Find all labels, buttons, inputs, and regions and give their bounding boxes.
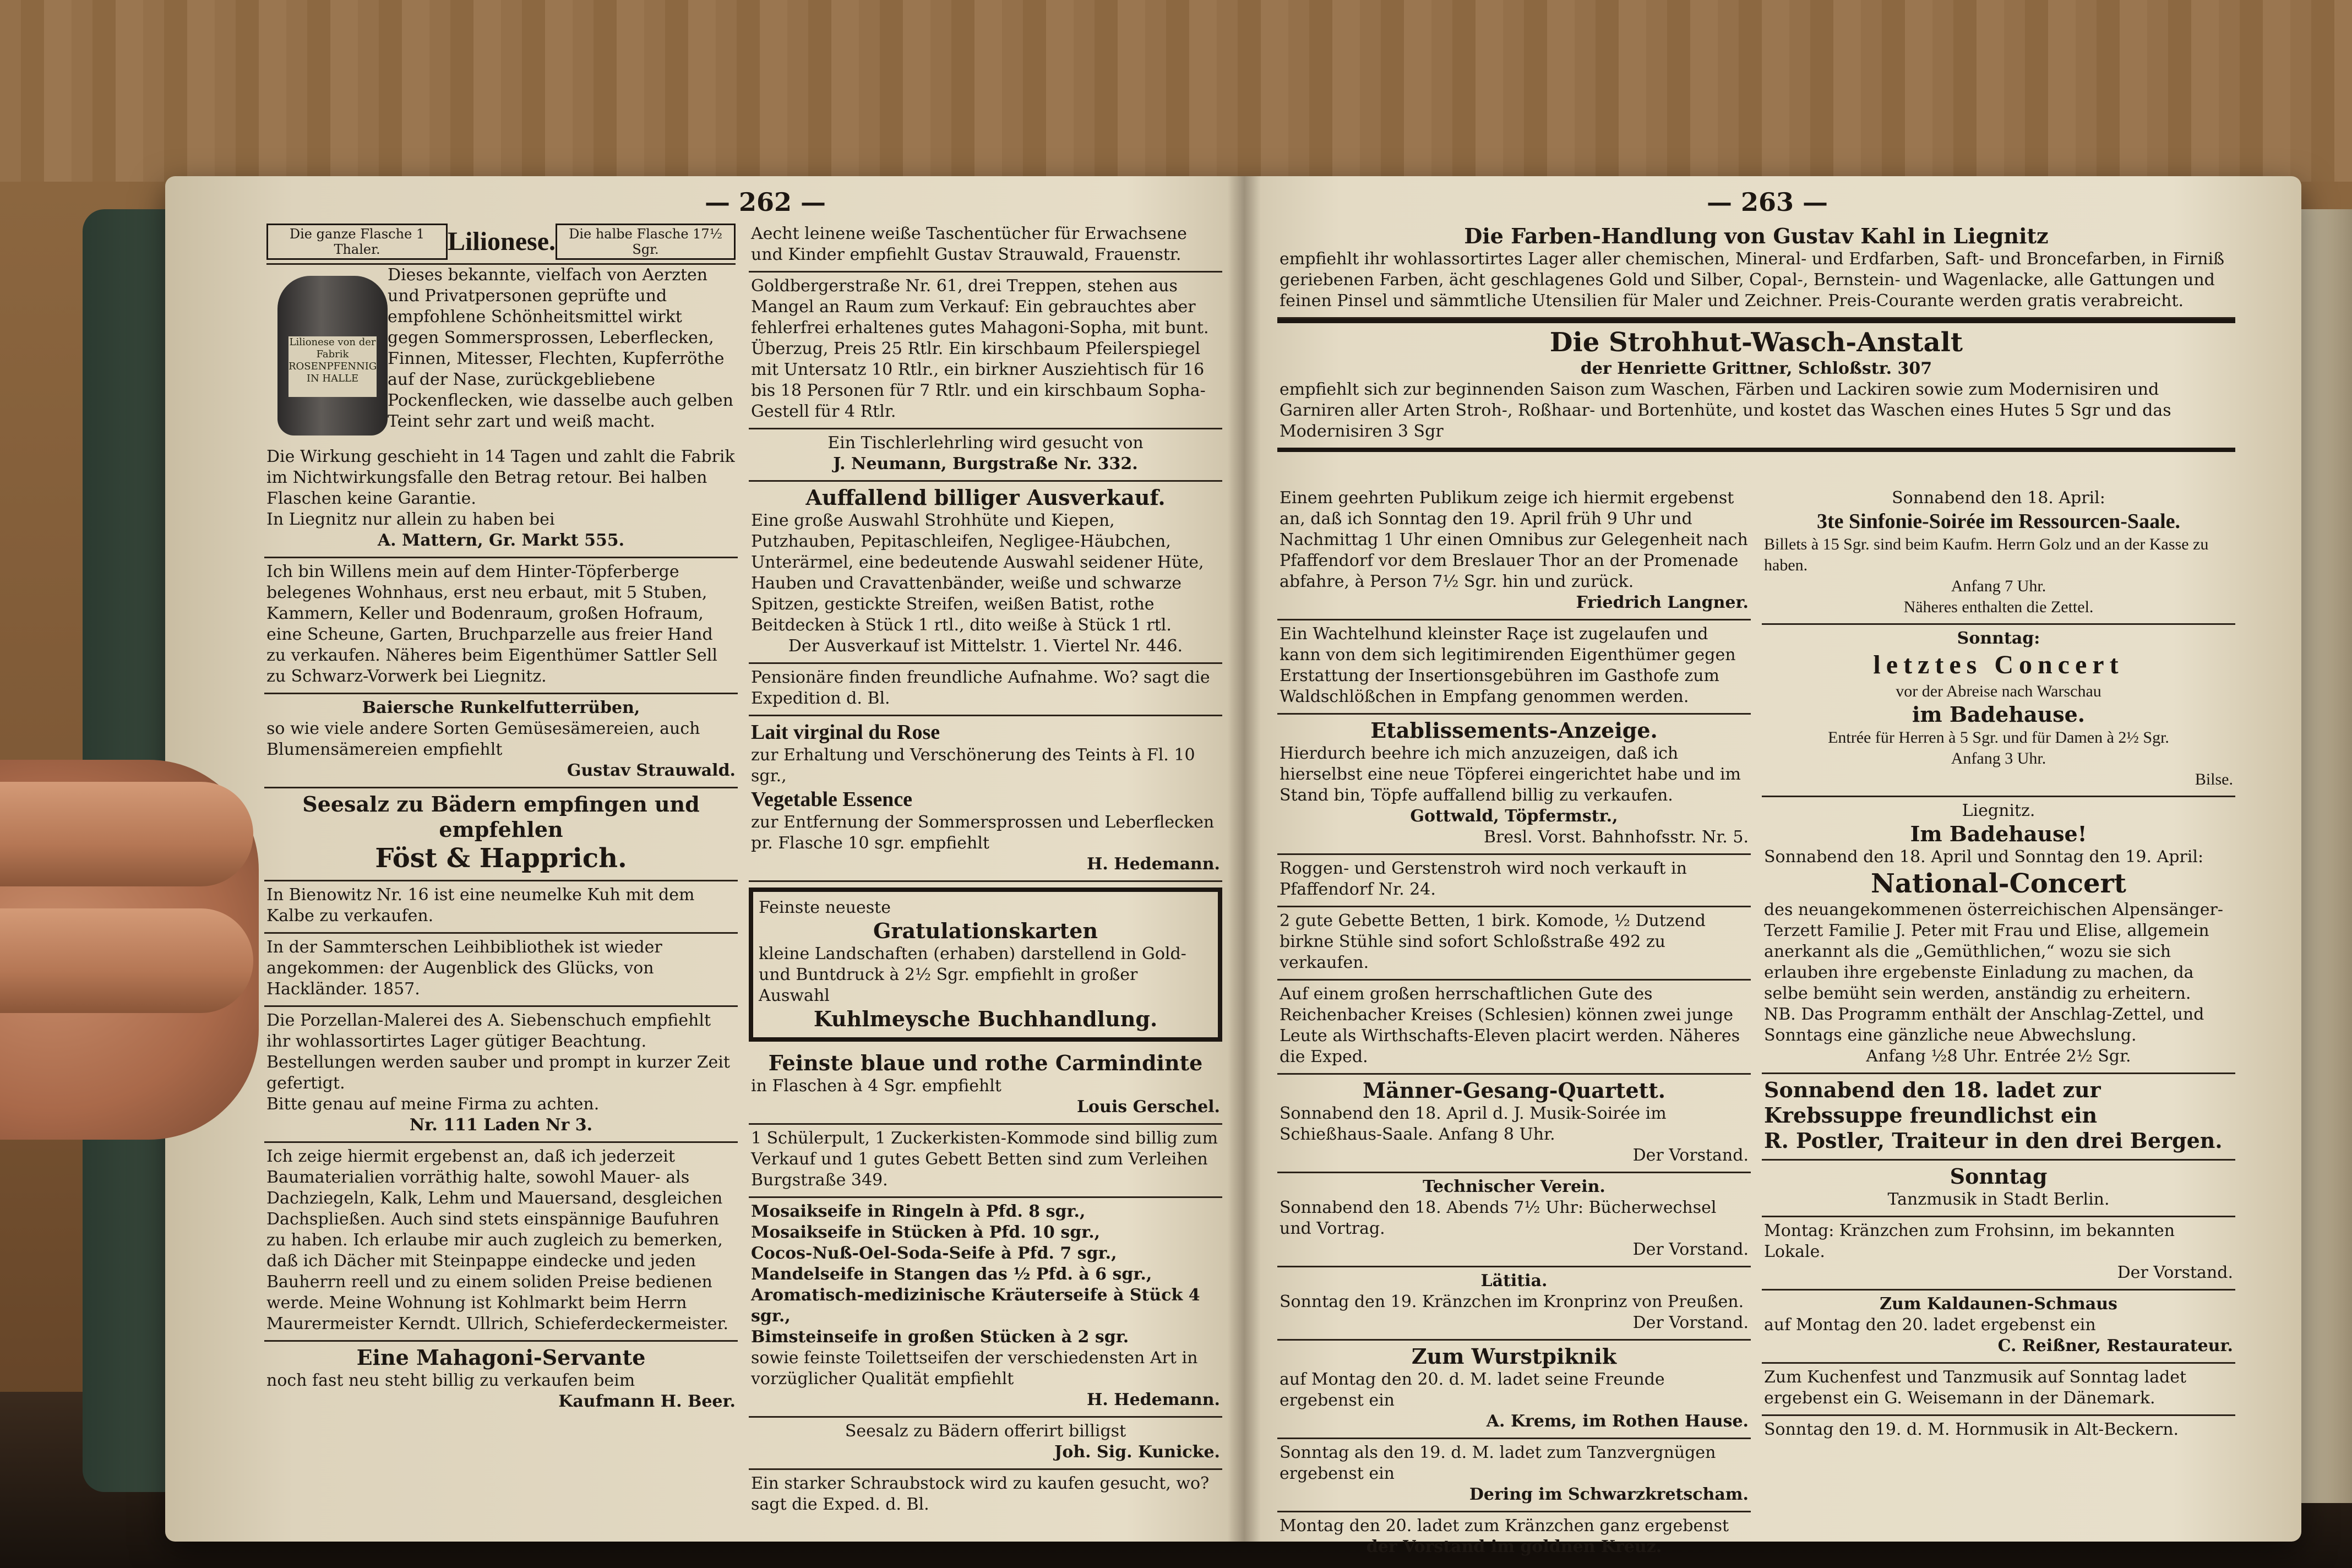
lait-title: Lait virginal du Rose xyxy=(751,721,940,744)
ad-porzellan xyxy=(264,1007,738,1143)
national-city: Liegnitz. xyxy=(1962,801,2035,820)
lait-text-2: zur Entfernung der Sommersprossen und Leberflecken pr. Flasche 10 sgr. empfiehlt xyxy=(751,813,1215,853)
strohhut-title: Die Strohhut-Wasch-Anstalt xyxy=(1549,327,1963,358)
ad-wurstpiknik xyxy=(1277,1341,1751,1439)
maenner-sign: Der Vorstand. xyxy=(1632,1146,1749,1165)
maenner-title: Männer-Gesang-Quartett. xyxy=(1363,1078,1665,1103)
ad-schraubstock xyxy=(749,1470,1222,1521)
lait-title-2: Vegetable Essence xyxy=(751,788,913,811)
ad-gut xyxy=(1277,981,1751,1075)
technischer-title: Technischer Verein. xyxy=(1423,1177,1605,1196)
farben-text: empfiehlt ihr wohlassortirtes Lager aller chemischen, Mineral- und Erdfarben, Saft- und Broncefarben, in Firniß geriebenen Farben, ächt geschlagenes Gold und Silber, Copal-, Bernstein- und Wagenlacke, alle Gattungen und feinen Pinsel und sämmtliche Utensilien für Maler und Zeichner. Preis-Courante werden gratis verabreicht. xyxy=(1280,249,2225,311)
national-text: des neuangekommenen österreichischen Alpensänger-Terzett Familie J. Peter mit Frau und Elise, allgemein anerkannt als die „Gemüthlichen,“ wozu sie sich erlauben ihre ergebenste Einladung zu machen, da selbe bemüht sein werden, anständig zu erheitern. xyxy=(1764,900,2223,1003)
tinte-title: Feinste blaue und rothe Carmindinte xyxy=(768,1050,1203,1075)
ad-kuchenfest xyxy=(1762,1364,2235,1416)
kaldaunen-title: Zum Kaldaunen-Schmaus xyxy=(1880,1294,2117,1314)
ad-national-concert xyxy=(1762,797,2235,1074)
technischer-text: Sonnabend den 18. Abends 7½ Uhr: Bücherwechsel und Vortrag. xyxy=(1280,1198,1717,1238)
national-time: Anfang ½8 Uhr. Entrée 2½ Sgr. xyxy=(1866,1047,2131,1066)
ad-kaldaunen xyxy=(1762,1291,2235,1364)
seifen-name: H. Hedemann. xyxy=(1087,1390,1220,1409)
lilionese-title: Lilionese. xyxy=(448,227,556,256)
seife-item: Mosaikseife in Stücken à Pfd. 10 sgr., xyxy=(751,1223,1101,1242)
sinfonie-text: Billets à 15 Sgr. sind beim Kaufm. Herrn Golz und an der Kasse zu haben. xyxy=(1764,535,2209,574)
servante-text: noch fast neu steht billig zu verkaufen beim xyxy=(266,1371,635,1390)
ad-tanz xyxy=(1277,1439,1751,1512)
ad-seesalz xyxy=(264,788,738,881)
national-nb: NB. Das Programm enthält der Anschlag-Zettel, und Sonntags eine gänzliche neue Abwechslung. xyxy=(1764,1005,2204,1045)
etablissement-text: Hierdurch beehre ich mich anzuzeigen, daß ich hierselbst eine neue Töpferei eingerichtet habe und im Stand bin, Töpfe auffallend billig zu verkaufen. xyxy=(1280,744,1741,805)
ad-laetitia xyxy=(1277,1267,1751,1341)
seife-item: Mandelseife in Stangen das ½ Pfd. à 6 sgr., xyxy=(751,1265,1152,1284)
servante-name: Kaufmann H. Beer. xyxy=(558,1392,736,1411)
seesalz-text: Seesalz zu Bädern empfingen und empfehlen xyxy=(302,792,700,842)
concert-day: Sonntag: xyxy=(1957,629,2040,648)
finger-1 xyxy=(0,782,253,886)
laetitia-sign: Der Vorstand. xyxy=(1632,1313,1749,1332)
sinfonie-time: Anfang 7 Uhr. xyxy=(1951,577,2046,595)
ad-schuelerpult xyxy=(749,1125,1222,1198)
sinfonie-title: 3te Sinfonie-Soirée im Ressourcen-Saale. xyxy=(1817,510,2180,533)
left-page-column-1 xyxy=(264,220,738,1418)
wurstpiknik-title: Zum Wurstpiknik xyxy=(1411,1344,1617,1369)
page-number-left: — 262 — xyxy=(705,187,826,217)
ad-baumaterialien xyxy=(264,1143,738,1342)
etablissement-title: Etablissements-Anzeige. xyxy=(1370,718,1658,743)
ad-pension xyxy=(749,664,1222,716)
ad-betten-text: 2 gute Gebette Betten, 1 birk. Komode, ½ Dutzend birkne Stühle sind sofort Schloßstraße 492 zu verkaufen. xyxy=(1280,911,1706,972)
ad-krebssuppe xyxy=(1762,1074,2235,1161)
lait-text: zur Erhaltung und Verschönerung des Teints à Fl. 10 sgr., xyxy=(751,745,1195,786)
omnibus-text: Einem geehrten Publikum zeige ich hiermit ergebenst an, daß ich Sonntag den 19. April früh 9 Uhr und Nachmittag 1 Uhr einen Omnibus zur Gelegenheit nach Pfaffendorf vor dem Breslauer Thor an der Promenade abfahre, à Person 7½ Sgr. hin und zurück. xyxy=(1280,488,1748,591)
sinfonie-more: Näheres enthalten die Zettel. xyxy=(1903,598,2094,616)
seife-item: Mosaikseife in Ringeln à Pfd. 8 sgr., xyxy=(751,1202,1086,1221)
right-page-column-2 xyxy=(1762,484,2235,1446)
gratulation-line1: Feinste neueste xyxy=(759,898,891,917)
wooden-desk xyxy=(0,0,2352,182)
concert-time: Anfang 3 Uhr. xyxy=(1951,749,2046,767)
right-page-header xyxy=(1277,220,2235,452)
ad-seesalz-2 xyxy=(749,1418,1222,1470)
ad-leihbibliothek xyxy=(264,934,738,1007)
laetitia-title: Lätitia. xyxy=(1480,1271,1548,1291)
ad-kraenzchen xyxy=(1277,1512,1751,1563)
ausverkauf-text: Eine große Auswahl Strohhüte und Kiepen, Putzhauben, Pepitaschleifen, Negligee-Häubchen, Unterärmel, eine bedeutende Auswahl seidener Hüte, Hauben und Cravattenbänder, weiße und schwarze Spitzen, gestickte Streifen, weißen Batist, rothe Beitdecken à Stück 1 rtl., dito weiße à Stück 1 rtl. xyxy=(751,511,1204,635)
runkel-name: Gustav Strauwald. xyxy=(567,761,736,780)
ad-maenner xyxy=(1277,1075,1751,1173)
ad-servante xyxy=(264,1342,738,1418)
bottle-icon xyxy=(277,276,388,435)
laetitia-text: Sonntag den 19. Kränzchen im Kronprinz von Preußen. xyxy=(1280,1292,1744,1311)
ad-kuh xyxy=(264,881,738,934)
tischler-name: J. Neumann, Burgstraße Nr. 332. xyxy=(833,454,1138,473)
kaldaunen-name: C. Reißner, Restaurateur. xyxy=(1997,1336,2233,1355)
seifen-text: sowie feinste Toilettseifen der verschiedensten Art in vorzüglicher Qualität empfiehlt xyxy=(751,1348,1198,1389)
ad-house-text: Ich bin Willens mein auf dem Hinter-Töpferberge belegenes Wohnhaus, erst neu erbaut, mit 5 Stuben, Kammern, Keller und Bodenraum, großen Hofraum, eine Scheune, Garten, Bruchparzelle aus freier Hand zu verkaufen. Näheres beim Eigenthümer Sattler Sell zu Schwarz-Vorwerk bei Liegnitz. xyxy=(266,562,717,686)
left-page xyxy=(253,176,1233,1542)
ad-frohsinn xyxy=(1762,1217,2235,1291)
ad-kuh-text: In Bienowitz Nr. 16 ist eine neumelke Kuh mit dem Kalbe zu verkaufen. xyxy=(266,885,695,925)
ad-sopha xyxy=(749,273,1222,429)
ad-house xyxy=(264,558,738,694)
sinfonie-date: Sonnabend den 18. April: xyxy=(1892,488,2105,508)
concert-text: vor der Abreise nach Warschau xyxy=(1896,682,2101,700)
kaldaunen-text: auf Montag den 20. ladet ergebenst ein xyxy=(1764,1315,2096,1335)
national-date: Sonnabend den 18. April und Sonntag den 19. April: xyxy=(1764,847,2204,867)
frohsinn-text: Montag: Kränzchen zum Frohsinn, im bekannten Lokale. xyxy=(1764,1221,2175,1261)
lait-name: H. Hedemann. xyxy=(1087,854,1220,874)
bottle-illustration xyxy=(266,265,388,447)
wurstpiknik-text: auf Montag den 20. d. M. ladet seine Freunde ergebenst ein xyxy=(1280,1370,1665,1410)
porzellan-text-2: Bitte genau auf meine Firma zu achten. xyxy=(266,1095,600,1114)
ad-sopha-text: Goldbergerstraße Nr. 61, drei Treppen, stehen aus Mangel an Raum zum Verkauf: Ein gebrauchtes aber fehlerfrei erhaltenes gutes Mahagoni-Sopha, mit bunt. Überzug, Preis 25 Rtlr. Ein kirschbaum Pfeilerspiegel mit Untersatz 10 Rtlr., ein birkner Ausziehtisch für 16 bis 18 Personen für 7 Rtlr. und ein kirschbaum Sopha-Gestell für 4 Rtlr. xyxy=(751,276,1209,421)
sonntag-text: Tanzmusik in Stadt Berlin. xyxy=(1887,1190,2110,1209)
kraenzchen-text: Montag den 20. ladet zum Kränzchen ganz ergebenst xyxy=(1280,1516,1729,1536)
tanz-text: Sonntag als den 19. d. M. ladet zum Tanzvergnügen ergebenst ein xyxy=(1280,1443,1716,1483)
omnibus-name: Friedrich Langner. xyxy=(1576,593,1749,612)
strohhut-owner: der Henriette Grittner, Schloßstr. 307 xyxy=(1580,359,1932,378)
ad-taschentuecher xyxy=(749,220,1222,273)
ad-hornmusik-text: Sonntag den 19. d. M. Hornmusik in Alt-Beckern. xyxy=(1764,1420,2179,1439)
etablissement-address: Bresl. Vorst. Bahnhofsstr. Nr. 5. xyxy=(1483,827,1749,847)
porzellan-text: Die Porzellan-Malerei des A. Siebenschuch empfiehlt ihr wohlassortirtes Lager gütiger Beachtung. Bestellungen werden sauber und prompt in kurzer Zeit gefertigt. xyxy=(266,1011,730,1093)
right-page-column-1 xyxy=(1277,484,1751,1563)
krebssuppe-name: R. Postler, Traiteur in den drei Bergen. xyxy=(1764,1128,2223,1153)
national-place: Im Badehause! xyxy=(1910,821,2087,846)
seesalz-name: Föst & Happrich. xyxy=(375,843,627,874)
farben-title: Die Farben-Handlung von Gustav Kahl in Liegnitz xyxy=(1464,224,2049,248)
ad-hornmusik xyxy=(1762,1416,2235,1446)
left-page-column-2 xyxy=(749,220,1222,1521)
seife-item: Aromatisch-medizinische Kräuterseife à Stück 4 sgr., xyxy=(751,1286,1200,1326)
porzellan-address: Nr. 111 Laden Nr 3. xyxy=(409,1115,593,1135)
ad-leihbibliothek-text: In der Sammterschen Leihbibliothek ist wieder angekommen: der Augenblick des Glücks, von Hackländer. 1857. xyxy=(266,938,662,999)
right-page xyxy=(1266,176,2246,1556)
ad-roggen xyxy=(1277,855,1751,907)
strohhut-text: empfiehlt sich zur beginnenden Saison zum Waschen, Färben und Lackiren sowie zum Modernisiren und Garniren aller Arten Stroh-, Roßhaar- und Bortenhüte, und kostet das Waschen eines Hutes 5 Sgr und das Modernisiren 3 Sgr xyxy=(1280,380,2171,441)
ad-sonntag-tanzmusik xyxy=(1762,1161,2235,1217)
ad-gratulation xyxy=(749,888,1222,1042)
concert-price: Entrée für Herren à 5 Sgr. und für Damen à 2½ Sgr. xyxy=(1828,728,2169,747)
ad-sinfonie xyxy=(1762,484,2235,625)
national-title: National-Concert xyxy=(1871,868,2126,899)
ad-wachtelhund-text: Ein Wachtelhund kleinster Raçe ist zugelaufen und kann von dem sich legitimirenden Eigenthümer gegen Erstattung der Insertionsgebühren im Gasthofe zum Waldschlößchen in Empfang genommen werden. xyxy=(1280,624,1736,706)
ad-runkel xyxy=(264,694,738,788)
servante-title: Eine Mahagoni-Servante xyxy=(356,1345,646,1370)
concert-title: letztes Concert xyxy=(1873,650,2124,679)
ad-wachtelhund xyxy=(1277,620,1751,715)
ad-gut-text: Auf einem großen herrschaftlichen Gute des Reichenbacher Kreises (Schlesien) können zwei junge Leute als Wirthschafts-Eleven placirt werden. Näheres die Exped. xyxy=(1280,984,1740,1066)
ad-pension-text: Pensionäre finden freundliche Aufnahme. Wo? sagt die Expedition d. Bl. xyxy=(751,668,1210,708)
lilionese-text-2: Die Wirkung geschieht in 14 Tagen und zahlt die Fabrik im Nichtwirkungsfalle den Betrag retour. Bei halben Flaschen keine Garantie. xyxy=(266,447,735,508)
ausverkauf-title: Auffallend billiger Ausverkauf. xyxy=(805,485,1166,510)
seife-item: Bimsteinseife in großen Stücken à 2 sgr. xyxy=(751,1327,1129,1347)
krebssuppe-text: Sonnabend den 18. ladet zur Krebssuppe freundlichst ein xyxy=(1764,1077,2101,1128)
sonntag-title: Sonntag xyxy=(1950,1164,2048,1189)
ad-lilionese xyxy=(264,220,738,558)
ad-lait xyxy=(749,716,1222,882)
ad-baumaterialien-text: Ich zeige hiermit ergebenst an, daß ich jederzeit Baumaterialien vorräthig halte, sowohl Mauer- als Dachziegeln, Kalk, Lehm und Mauersand, desgleichen Dachspließen. Auch sind stets einspännige Baufuhren zu haben. Ich erlaube mir auch zugleich zu bemerken, daß ich Dächer mit Steinpappe eindecke und jeden Bauherrn reell und zu einem soliden Preise bedienen werde. Meine Wohnung ist Kohlmarkt beim Herrn Maurermeister Kerndt. Ullrich, Schieferdeckermeister. xyxy=(266,1147,729,1333)
tinte-text: in Flaschen à 4 Sgr. empfiehlt xyxy=(751,1076,1001,1096)
ad-omnibus xyxy=(1277,484,1751,620)
wurstpiknik-name: A. Krems, im Rothen Hause. xyxy=(1486,1412,1749,1431)
ad-schraubstock-text: Ein starker Schraubstock wird zu kaufen gesucht, wo? sagt die Exped. d. Bl. xyxy=(751,1474,1210,1514)
ad-tinte xyxy=(749,1047,1222,1125)
etablissement-name: Gottwald, Töpfermstr., xyxy=(1410,807,1618,826)
ausverkauf-address: Der Ausverkauf ist Mittelstr. 1. Viertel Nr. 446. xyxy=(788,636,1183,656)
ad-etablissement xyxy=(1277,715,1751,855)
concert-name: Bilse. xyxy=(2195,770,2233,788)
ad-betten xyxy=(1277,907,1751,981)
lilionese-text: Dieses bekannte, vielfach von Aerzten und Privatpersonen geprüfte und empfohlene Schönheitsmittel wirkt gegen Sommersprossen, Leberflecken, Finnen, Mitesser, Flechten, Kupferröthe auf der Nase, zurückgebliebene Pockenflecken, wie dasselbe auch gelben Teint sehr zart und weiß macht. xyxy=(388,265,733,431)
finger-2 xyxy=(0,908,253,1013)
ad-farbenhandlung xyxy=(1277,220,2235,319)
ad-concert xyxy=(1762,625,2235,797)
price-tag-full: Die ganze Flasche 1 Thaler. xyxy=(266,224,448,260)
lilionese-seller: In Liegnitz nur allein zu haben bei xyxy=(266,510,555,529)
ad-strohhut xyxy=(1277,319,2235,452)
ad-taschentuecher-text: Aecht leinene weiße Taschentücher für Erwachsene und Kinder empfiehlt Gustav Strauwald, Frauenstr. xyxy=(751,224,1187,264)
kraenzchen-name: der Vorstand im goldnen Kreuz. xyxy=(1366,1537,1662,1556)
frohsinn-sign: Der Vorstand. xyxy=(2117,1263,2233,1282)
gratulation-text: kleine Landschaften (erhaben) darstellend in Gold- und Buntdruck à 2½ Sgr. empfiehlt in großer Auswahl xyxy=(759,944,1186,1005)
seesalz2-name: Joh. Sig. Kunicke. xyxy=(1054,1442,1220,1462)
lilionese-seller-name: A. Mattern, Gr. Markt 555. xyxy=(377,531,625,550)
lilionese-header xyxy=(266,224,736,265)
concert-place: im Badehause. xyxy=(1912,702,2086,727)
ad-tischler xyxy=(749,429,1222,482)
gratulation-title: Gratulationskarten xyxy=(873,918,1098,943)
technischer-sign: Der Vorstand. xyxy=(1632,1240,1749,1259)
lilionese-body xyxy=(266,265,736,447)
page-number-right: — 263 — xyxy=(1707,187,1828,217)
bottle-label: Lilionese von der Fabrik ROSENPFENNIG IN HALLE xyxy=(288,336,377,397)
ad-kuchenfest-text: Zum Kuchenfest und Tanzmusik auf Sonntag ladet ergebenst ein G. Weisemann in der Dänemark. xyxy=(1764,1368,2187,1408)
runkel-text: so wie viele andere Sorten Gemüsesämereien, auch Blumensämereien empfiehlt xyxy=(266,719,700,759)
runkel-title: Baiersche Runkelfutterrüben, xyxy=(362,698,640,717)
ad-ausverkauf xyxy=(749,482,1222,664)
ad-seifen xyxy=(749,1198,1222,1418)
maenner-text: Sonnabend den 18. April d. J. Musik-Soirée im Schießhaus-Saale. Anfang 8 Uhr. xyxy=(1280,1104,1667,1144)
tinte-name: Louis Gerschel. xyxy=(1076,1097,1220,1117)
ad-schuelerpult-text: 1 Schülerpult, 1 Zuckerkisten-Kommode sind billig zum Verkauf und 1 gutes Gebett Betten sind zum Verleihen Burgstraße 349. xyxy=(751,1129,1218,1190)
gratulation-name: Kuhlmeysche Buchhandlung. xyxy=(813,1006,1158,1031)
seesalz2-text: Seesalz zu Bädern offerirt billigst xyxy=(845,1422,1126,1441)
open-book xyxy=(165,176,2301,1556)
price-tag-half: Die halbe Flasche 17½ Sgr. xyxy=(556,224,736,260)
tanz-name: Dering im Schwarzkretscham. xyxy=(1469,1485,1749,1504)
tischler-text: Ein Tischlerlehrling wird gesucht von xyxy=(827,433,1144,453)
ad-technischer xyxy=(1277,1173,1751,1267)
ad-roggen-text: Roggen- und Gerstenstroh wird noch verkauft in Pfaffendorf Nr. 24. xyxy=(1280,859,1687,899)
seife-item: Cocos-Nuß-Oel-Soda-Seife à Pfd. 7 sgr., xyxy=(751,1244,1117,1263)
